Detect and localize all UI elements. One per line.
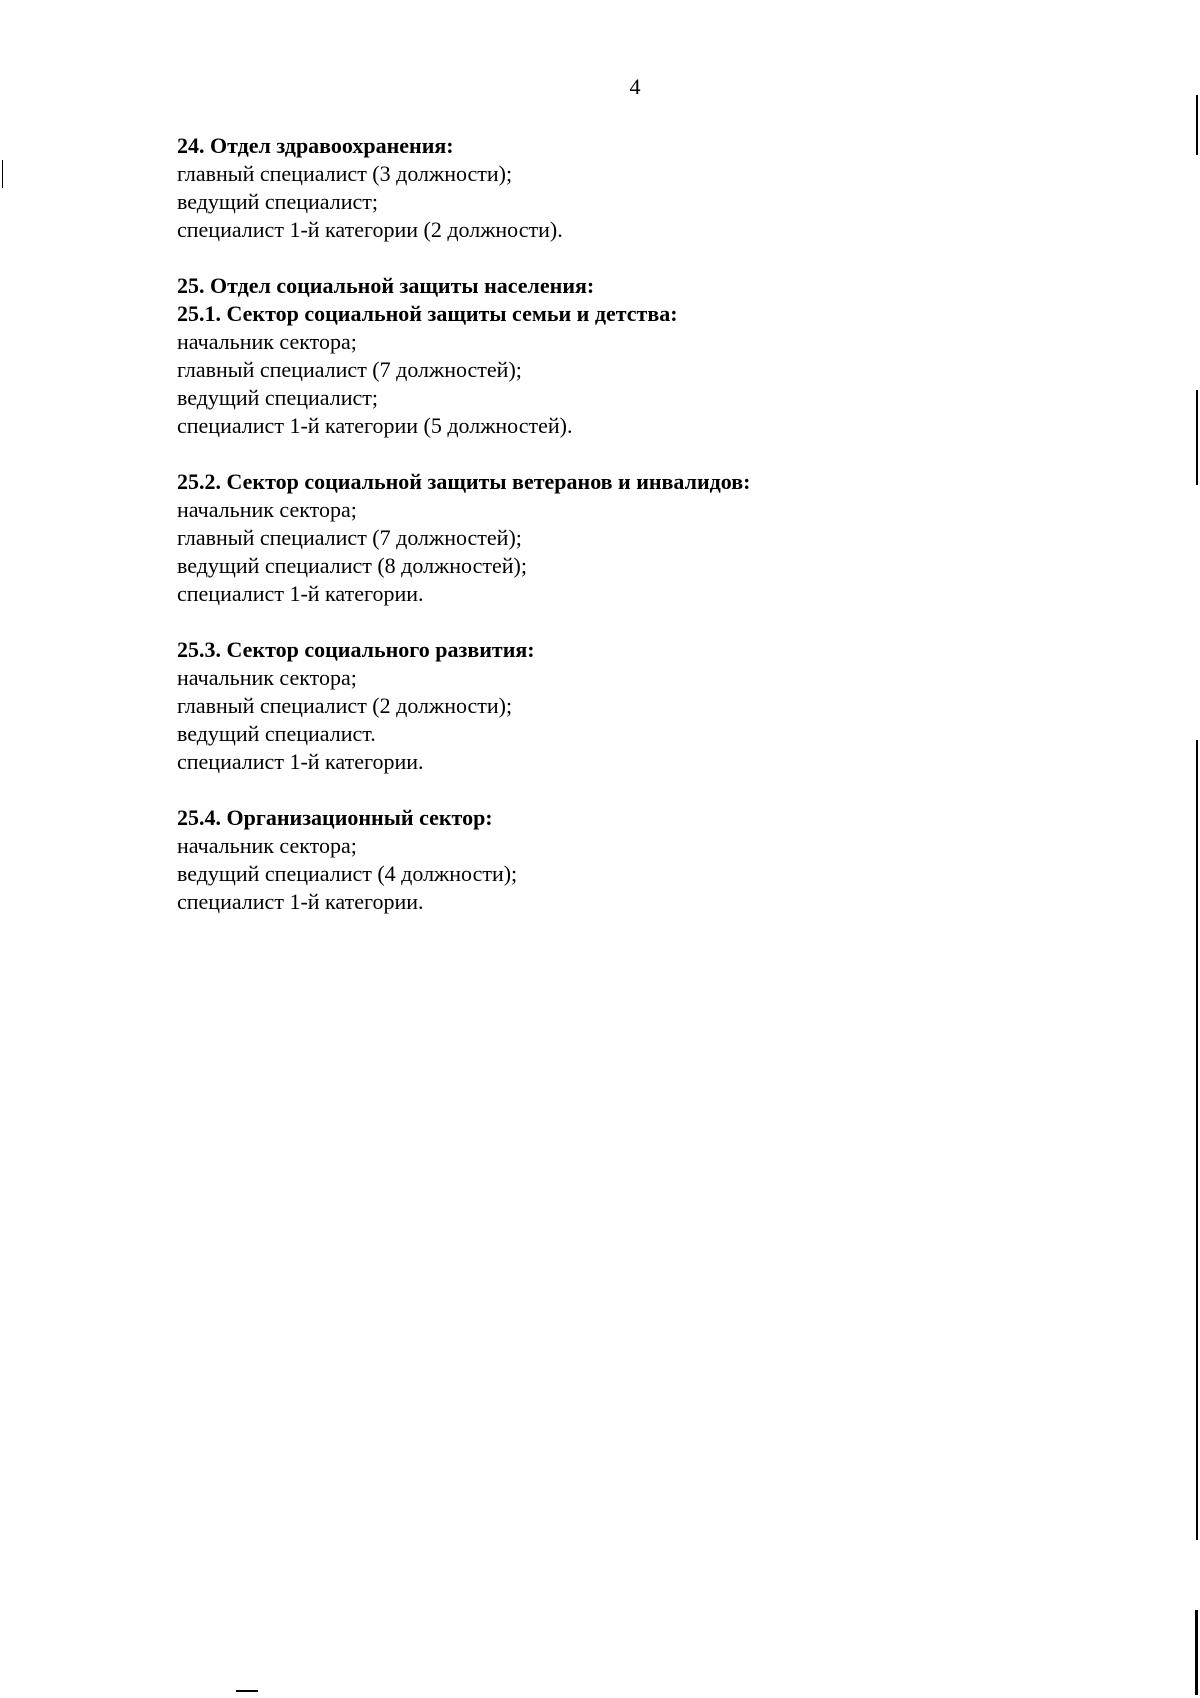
subsection-heading: 25.1. Сектор социальной защиты семьи и детства:	[177, 301, 678, 326]
section-heading: 25. Отдел социальной защиты населения:	[177, 273, 595, 298]
position-line: специалист 1-й категории (5 должностей).	[177, 413, 573, 438]
position-line: главный специалист (2 должности);	[177, 693, 513, 718]
section-24-healthcare	[177, 132, 1077, 244]
scan-edge-mark	[1196, 390, 1198, 485]
scan-edge-mark	[1196, 740, 1198, 1540]
position-line: специалист 1-й категории.	[177, 889, 424, 914]
position-line: ведущий специалист (8 должностей);	[177, 553, 527, 578]
page-number: 4	[629, 74, 641, 99]
position-line: главный специалист (7 должностей);	[177, 357, 522, 382]
position-line: главный специалист (3 должности);	[177, 161, 513, 186]
scan-edge-mark	[2, 160, 3, 188]
section-25-3-social-development	[177, 636, 1077, 776]
section-25-4-organizational	[177, 804, 1077, 916]
position-line: ведущий специалист;	[177, 385, 378, 410]
position-line: главный специалист (7 должностей);	[177, 525, 522, 550]
subsection-heading: 25.4. Организационный сектор:	[177, 805, 493, 830]
subsection-heading: 25.3. Сектор социального развития:	[177, 637, 535, 662]
position-line: начальник сектора;	[177, 665, 357, 690]
scan-edge-mark	[1196, 95, 1198, 155]
position-line: ведущий специалист;	[177, 189, 378, 214]
position-line: начальник сектора;	[177, 833, 357, 858]
scan-edge-mark	[1195, 1610, 1198, 1695]
position-line: начальник сектора;	[177, 329, 357, 354]
position-line: специалист 1-й категории.	[177, 581, 424, 606]
position-line: начальник сектора;	[177, 497, 357, 522]
position-line: специалист 1-й категории.	[177, 749, 424, 774]
document-body	[177, 132, 1077, 944]
position-line: ведущий специалист (4 должности);	[177, 861, 518, 886]
section-25-1-family-childhood	[177, 272, 1077, 440]
position-line: ведущий специалист.	[177, 721, 376, 746]
position-line: специалист 1-й категории (2 должности).	[177, 217, 563, 242]
section-25-2-veterans-disabled	[177, 468, 1077, 608]
scan-edge-mark	[236, 1690, 258, 1692]
subsection-heading: 25.2. Сектор социальной защиты ветеранов и инвалидов:	[177, 469, 751, 494]
section-heading: 24. Отдел здравоохранения:	[177, 133, 454, 158]
